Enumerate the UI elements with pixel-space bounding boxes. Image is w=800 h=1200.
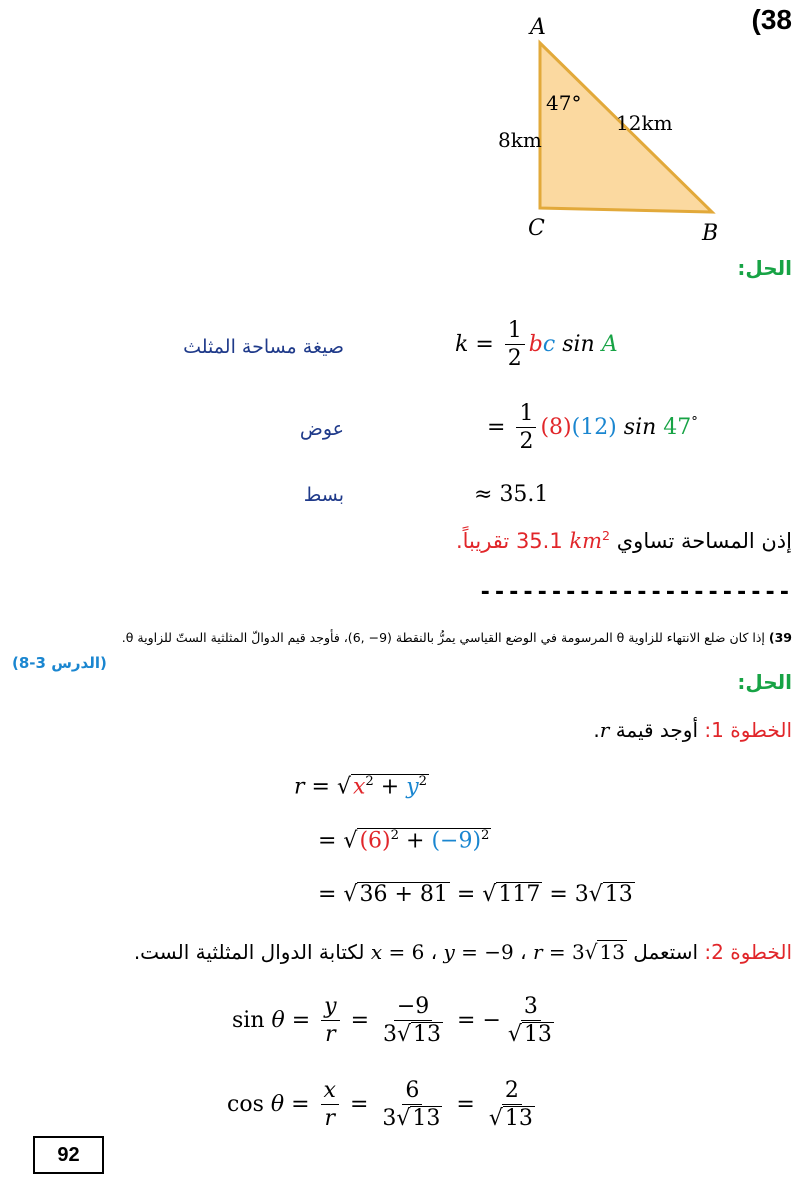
step-1-label: الخطوة 1: — [704, 718, 792, 742]
lesson-reference: (الدرس 3-8) — [12, 654, 107, 672]
result-value: 35.1 — [499, 482, 549, 507]
vertex-b-label: B — [702, 221, 719, 245]
step-2: الخطوة 2: استعمل r = 3√ 13 ، y = −9 ، x = 6 لكتابة الدوال المثلثية الست. — [133, 940, 792, 964]
conclusion: إذن المساحة تساوي 35.1 $km^2$ تقريباً. — [455, 528, 792, 553]
step-label-simplify: بسط — [303, 484, 344, 506]
r-substitution: = $√(6)^2 + (-9)^2$ — [318, 828, 490, 854]
problem-39-text: إذا كان ضلع الانتهاء للزاوية θ المرسومة في الوضع القياسي يمرُّ بالنقطة (9− ,6)، فأوجد قيم الدوالّ المثلثية الستّ للزاوية θ. — [121, 630, 765, 645]
substitution: = $\frac{1}{2}$ (8)(12) sin 47° — [487, 401, 698, 455]
conclusion-value: 35.1 — [515, 529, 563, 553]
side-ac-label: 8km — [498, 128, 542, 152]
vertex-a-label: A — [530, 15, 546, 40]
side-ab-label: 12km — [616, 111, 673, 135]
r-simplified: = √36 + 81 = √117 = 3√13 — [318, 882, 633, 907]
simplified-result: ≈ 35.1 — [474, 482, 549, 507]
vertex-c-label: C — [528, 216, 545, 241]
r-formula: $r = √x^2 + y^2$ — [294, 774, 428, 800]
problem-number-39: 39 — [774, 630, 792, 645]
solution-label: الحل: — [737, 256, 792, 280]
page-number-box — [33, 1136, 104, 1174]
step-2-text: استعمل — [633, 940, 699, 964]
cos-theta: cos θ = $\frac{x}{r}$ = $\frac{6}{3√13}$ = $\frac{2}{√13}$ — [227, 1078, 533, 1132]
solution-label-39: الحل: — [737, 670, 792, 694]
problem-39-statement: 39) إذا كان ضلع الانتهاء للزاوية θ المرسومة في الوضع القياسي يمرُّ بالنقطة (9− ,6)، فأوجد قيم الدوالّ المثلثية الستّ للزاوية θ. — [121, 630, 792, 645]
step-2-label: الخطوة 2: — [704, 940, 792, 964]
conclusion-text: إذن المساحة تساوي — [616, 529, 792, 553]
step-1-text: أوجد قيمة — [615, 718, 699, 742]
page-number: 92 — [57, 1143, 80, 1166]
step-2-text-after: لكتابة الدوال المثلثية الست. — [133, 940, 365, 964]
problem-number-38: (38 — [751, 4, 792, 35]
separator: ---------------------- — [478, 580, 792, 605]
step-1: الخطوة 1: أوجد قيمة r. — [593, 718, 792, 742]
step-label-substitute: عوض — [299, 418, 344, 440]
conclusion-approx: تقريباً. — [455, 529, 510, 553]
area-formula: k = $\frac{1}{2}$ bc sin A — [455, 318, 618, 372]
triangle-figure — [490, 10, 740, 245]
angle-a-label: 47° — [546, 91, 582, 115]
sin-theta: sin θ = $\frac{y}{r}$ = $\frac{-9}{3√13}$ = − $\frac{3}{√13}$ — [232, 994, 552, 1048]
step-label-formula: صيغة مساحة المثلث — [183, 336, 344, 358]
